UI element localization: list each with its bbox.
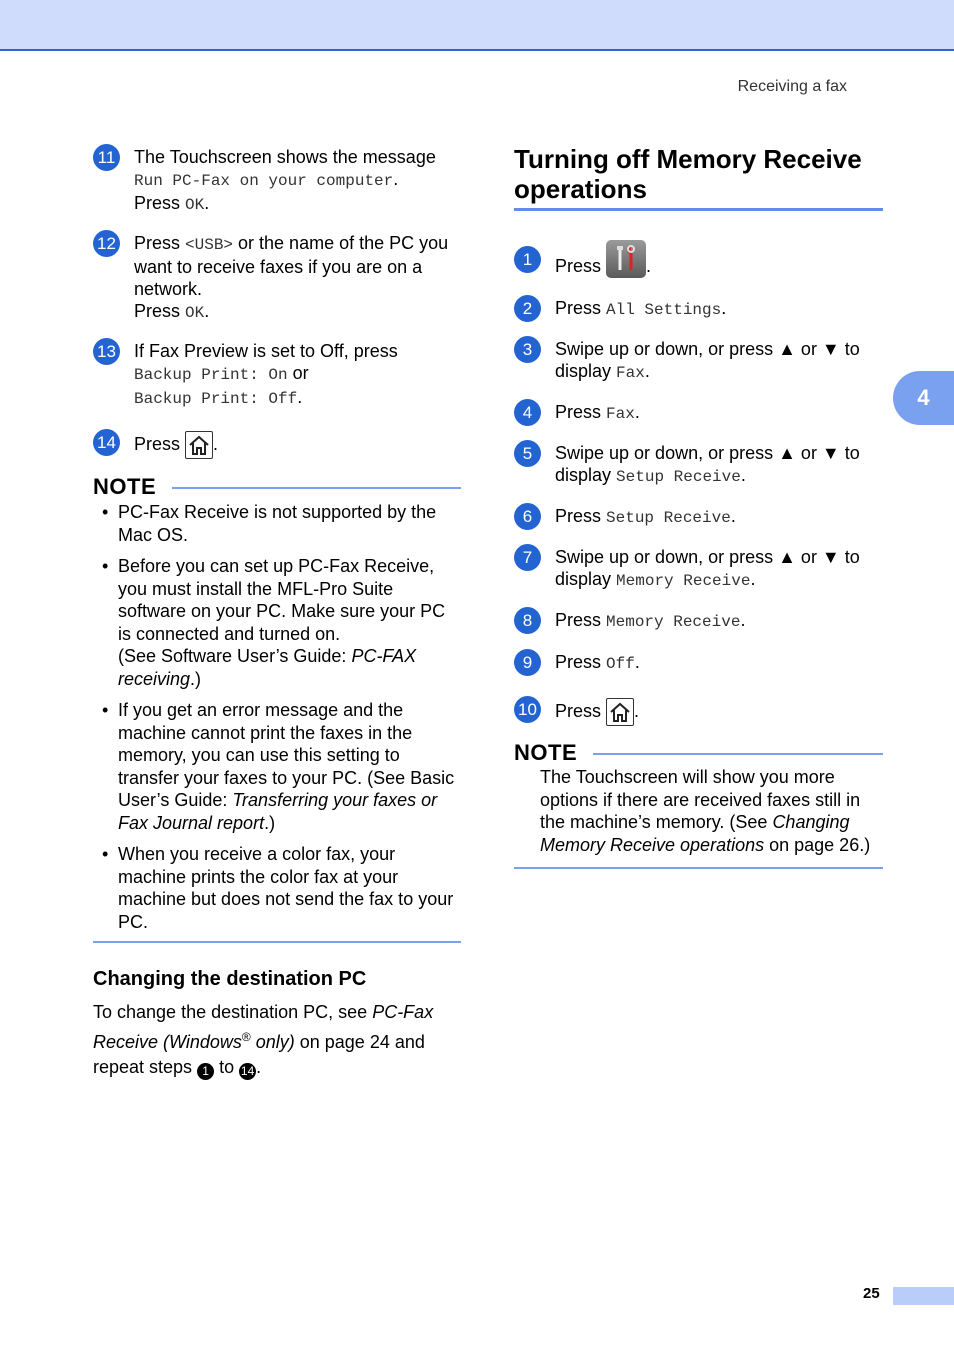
step-number: 6 (514, 503, 541, 530)
note-rule (593, 753, 883, 755)
step-number: 14 (93, 429, 120, 456)
step-number: 13 (93, 338, 120, 365)
list-item: • PC-Fax Receive is not supported by the Mac OS. (93, 501, 463, 546)
step-ref-1: 1 (197, 1063, 214, 1080)
step-number: 12 (93, 230, 120, 257)
note-list (93, 501, 463, 942)
note-heading: NOTE (514, 740, 578, 765)
note-heading: NOTE (93, 474, 157, 499)
page-number: 25 (863, 1285, 880, 1302)
step-number: 11 (93, 144, 120, 171)
step-number: 10 (514, 696, 541, 723)
note-rule (172, 487, 461, 489)
note-text: The Touchscreen will show you more options if there are received faxes still in the machine’s memory. (See Changing Memory Receive operations on page 26.) (540, 767, 871, 855)
step-ref-14: 14 (240, 1064, 255, 1078)
list-item: • Before you can set up PC-Fax Receive, you must install the MFL-Pro Suite software on your PC. Make sure your PC is connected and turned on. (See Software User’s Guide: PC-FAX receiving.) (93, 555, 463, 690)
home-icon[interactable] (185, 431, 213, 459)
home-icon[interactable] (606, 698, 634, 726)
footer-bar (893, 1287, 954, 1305)
step-number: 7 (514, 544, 541, 571)
chapter-tab: 4 (893, 371, 954, 425)
list-item: • If you get an error message and the machine cannot print the faxes in the memory, you can use this setting to transfer your faxes to your PC. (See Basic User’s Guide: Transferring your faxes or Fax Journal report.) (93, 699, 463, 834)
running-header: Receiving a fax (737, 78, 847, 95)
step-number: 4 (514, 399, 541, 426)
step-number: 9 (514, 649, 541, 676)
section-rule (514, 208, 883, 211)
step-number: 2 (514, 295, 541, 322)
top-band (0, 0, 954, 51)
note-end-rule (514, 867, 883, 869)
subsection-title: Changing the destination PC (93, 968, 367, 990)
step-number: 8 (514, 607, 541, 634)
note-end-rule (93, 941, 461, 943)
list-item: • When you receive a color fax, your machine prints the color fax at your machine but does not send the fax to your PC. (93, 843, 463, 933)
subsection-paragraph: To change the destination PC, see PC-Fax Receive (Windows® only) on page 24 and repeat steps 1 to 14 . (93, 1002, 434, 1078)
section-title: Turning off Memory Receive operations (514, 144, 862, 204)
step-number: 5 (514, 440, 541, 467)
settings-tools-icon[interactable] (606, 240, 646, 278)
step-number: 3 (514, 336, 541, 363)
step-number: 1 (514, 246, 541, 273)
